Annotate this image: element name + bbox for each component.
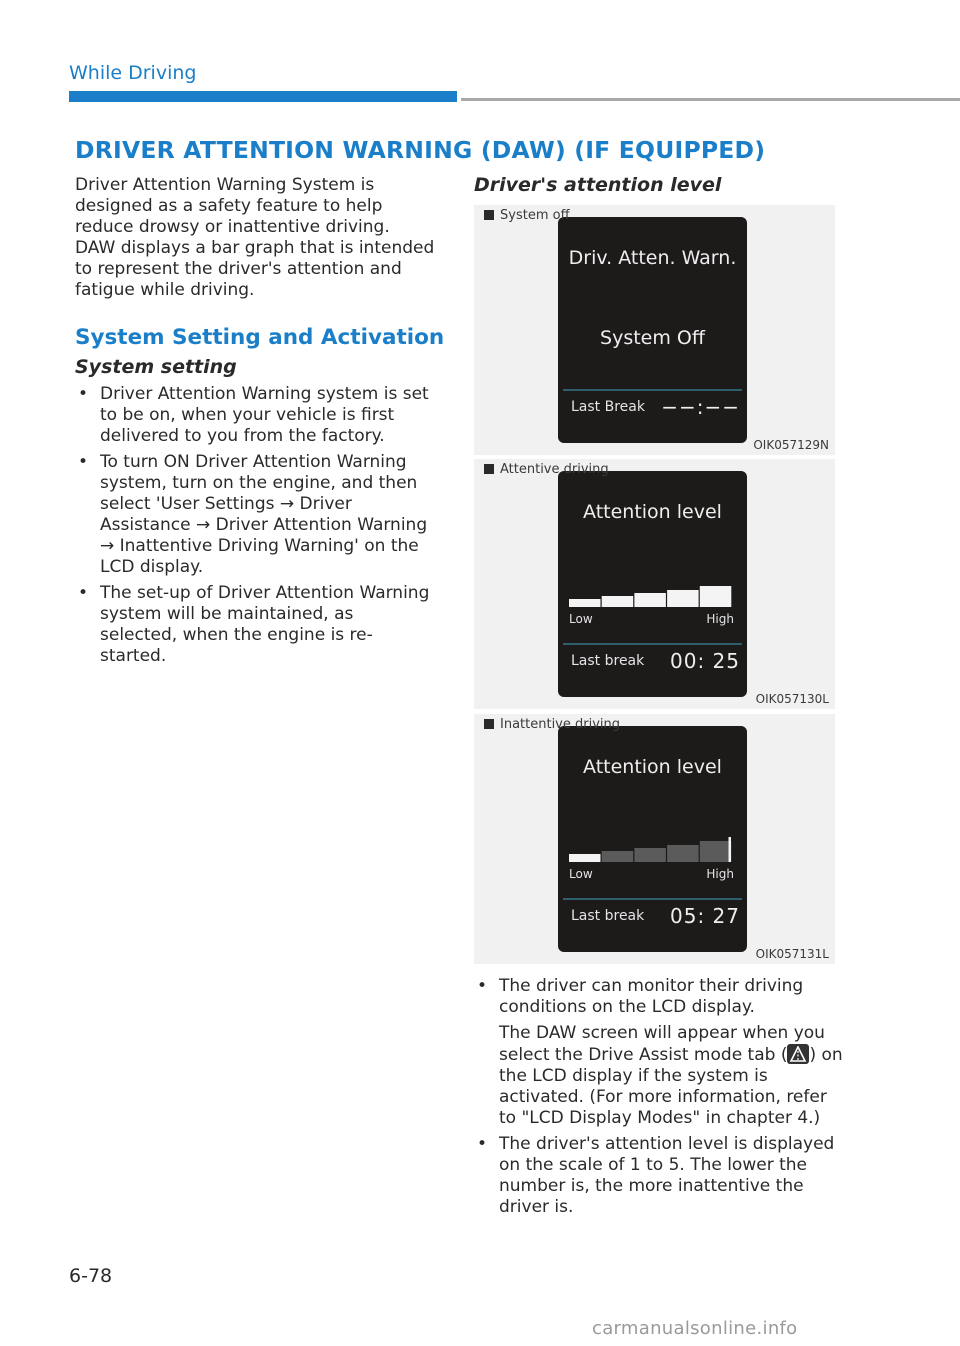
list-item: • The set-up of Driver Attention Warning system will be maintained, as selected, when the engine is re-started.: [75, 583, 435, 667]
attention-bar-segment: [569, 854, 601, 862]
figure-caption: System off: [484, 208, 570, 223]
last-break-time: −−:−−: [661, 395, 740, 419]
drive-assist-tab-icon: [787, 1044, 809, 1064]
high-label: High: [706, 867, 734, 881]
attention-bar-segment: [569, 599, 601, 607]
list-item: • To turn ON Driver Attention Warning system, turn on the engine, and then select 'User Settings → Driver Assistance → Driver Attention Warning → Inattentive Driving Warning' on the LCD display.: [75, 452, 435, 578]
last-break-label: Last break: [571, 908, 645, 924]
intro-paragraph: Driver Attention Warning System is designed as a safety feature to help reduce drowsy or inattentive driving. DAW displays a bar graph that is intended to represent the driver's attention and fatigue while driving.: [75, 175, 435, 300]
attention-bar-segment: [700, 586, 732, 607]
low-label: Low: [569, 867, 593, 881]
figure-attentive-driving: [474, 459, 835, 709]
last-break-label: Last break: [571, 653, 645, 669]
screen-divider: [563, 898, 742, 900]
high-label: High: [706, 612, 734, 626]
left-column: [75, 175, 445, 672]
attention-max-marker: [729, 837, 732, 862]
list-item-continuation: The DAW screen will appear when you select the Drive Assist mode tab ( ) on the LCD display if the system is activated. (For more information, refer to "LCD Display Modes" in chapter 4.): [499, 1023, 843, 1128]
last-break-label: Last Break: [571, 399, 645, 415]
page-title: DRIVER ATTENTION WARNING (DAW) (IF EQUIPPED): [75, 136, 766, 164]
system-status: System Off: [600, 327, 705, 349]
last-break-time: 05: 27: [670, 904, 740, 928]
attention-bar-segment: [700, 841, 732, 862]
figure-inattentive-driving: [474, 714, 835, 964]
subheading-system-setting: System setting: [75, 356, 237, 378]
screen-divider: [563, 643, 742, 645]
screen-divider: [563, 389, 742, 391]
lcd-screen: [558, 726, 747, 952]
header-bar-blue: [69, 91, 457, 102]
right-bullet-list: [474, 976, 844, 1223]
figure-caption: Attentive driving: [484, 462, 609, 477]
square-bullet-icon: [484, 464, 494, 474]
square-bullet-icon: [484, 719, 494, 729]
section-label: While Driving: [69, 62, 197, 84]
figure-system-off: [474, 205, 835, 455]
screen-title: Driv. Atten. Warn.: [568, 247, 737, 269]
attention-level-heading: Driver's attention level: [474, 174, 722, 196]
attention-bar-segment: [602, 596, 634, 607]
figure-code: OIK057129N: [753, 438, 829, 452]
low-label: Low: [569, 612, 593, 626]
square-bullet-icon: [484, 210, 494, 220]
list-item: • The driver can monitor their driving conditions on the LCD display. The DAW screen will appear when you select the Drive Assist mode tab ( ) on the LCD display if the system is activated. (For more information, refer to "LCD Display Modes" in chapter 4.): [474, 976, 844, 1129]
attention-bar-segment: [667, 845, 699, 862]
screen-title: Attention level: [583, 756, 722, 778]
figure-caption: Inattentive driving: [484, 717, 620, 732]
lcd-screen: [558, 217, 747, 443]
last-break-time: 00: 25: [670, 649, 740, 673]
attention-bar-segment: [602, 851, 634, 862]
page-number: 6-78: [69, 1265, 113, 1287]
attention-bar-segment: [634, 593, 666, 607]
watermark: carmanualsonline.info: [592, 1318, 798, 1339]
figure-code: OIK057131L: [755, 947, 829, 961]
setting-bullet-list: [75, 384, 435, 667]
subheading-setting-activation: System Setting and Activation: [75, 325, 445, 350]
list-item: • Driver Attention Warning system is set to be on, when your vehicle is first delivered to you from the factory.: [75, 384, 435, 447]
attention-bar-segment: [667, 590, 699, 607]
attention-bar-segment: [634, 848, 666, 862]
screen-title: Attention level: [583, 501, 722, 523]
list-item: • The driver's attention level is displayed on the scale of 1 to 5. The lower the number is, the more inattentive the driver is.: [474, 1134, 844, 1218]
figure-code: OIK057130L: [755, 692, 829, 706]
lcd-screen: [558, 471, 747, 697]
header-bar-gray: [461, 98, 960, 101]
